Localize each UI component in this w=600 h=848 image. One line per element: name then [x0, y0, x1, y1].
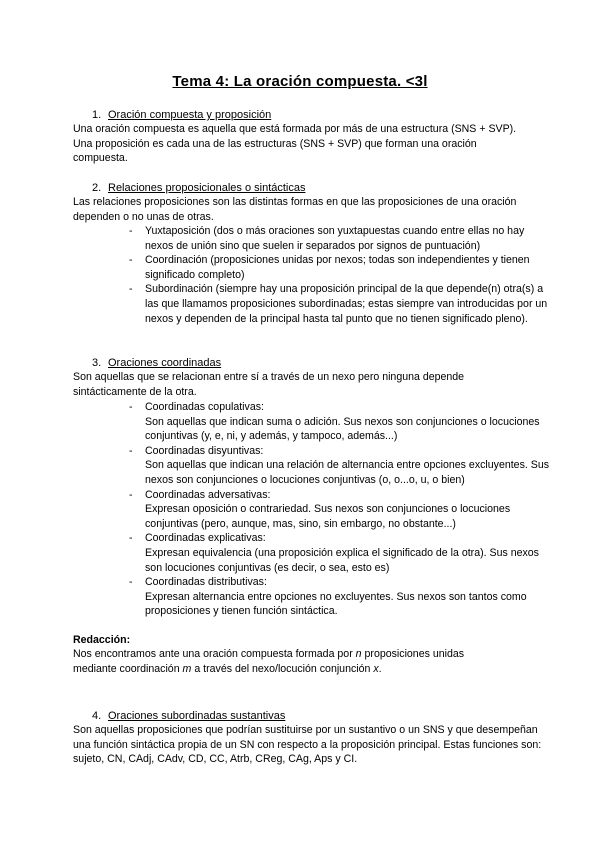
redaccion-line-1 — [73, 647, 533, 662]
redaccion-text-part: mediante coordinación — [73, 662, 183, 675]
list-item: - Coordinadas disyuntivas: Son aquellas que indican una relación de alternancia entre opciones excluyentes. Sus nexos son conjunciones o locuciones conjuntivas (o, o...o, u, o bien) — [129, 444, 550, 486]
section-title: Oraciones subordinadas sustantivas — [108, 710, 286, 722]
redaccion-text-part: a través del nexo/locución conjunción — [191, 662, 374, 675]
section-1-heading — [92, 108, 271, 122]
list-item-desc: Son aquellas que indican una relación de alternancia entre opciones excluyentes. Sus nexos son conjunciones o locuciones conjuntivas (o, o...o, u, o bien) — [145, 459, 550, 486]
section-title: Oraciones coordinadas — [108, 357, 222, 369]
section-number: 4. — [92, 710, 102, 722]
redaccion-text-part: proposiciones unidas — [361, 648, 465, 660]
list-item: - Subordinación (siempre hay una proposición principal de la que depende(n) otra(s) a las que llamamos proposiciones subordinadas; estas siempre van introducidas por un nexos y dependen de la principal hasta tal punto que no tienen significado pleno). — [129, 283, 548, 325]
section-3-list — [129, 400, 549, 619]
list-item-desc: Expresan alternancia entre opciones no excluyentes. Sus nexos son tantos como proposiciones y tienen función sintáctica. — [145, 590, 527, 618]
list-item-label: Coordinadas distributivas: — [145, 576, 267, 589]
section-title: Oración compuesta y proposición — [108, 109, 272, 121]
redaccion-line-2 — [73, 662, 533, 677]
redaccion-text — [73, 647, 533, 676]
list-item: - Coordinadas explicativas: Expresan equivalencia (una proposición explica el significado de la otra). Sus nexos son locuciones conjuntivas (es decir, o sea, esto es) — [129, 531, 549, 575]
list-item-text: Yuxtaposición (dos o más oraciones son yuxtapuestas cuando entre ellas no hay nexos de unión sino que suelen ir separados por signos de puntuación) — [145, 225, 525, 252]
section-title: Relaciones proposicionales o sintácticas — [108, 182, 306, 194]
section-3-paragraph: Son aquellas que se relacionan entre sí a través de un nexo pero ninguna depende sintácticamente de la otra. — [73, 371, 465, 398]
document-title: Tema 4: La oración compuesta. <3l — [172, 73, 428, 90]
section-4-heading — [92, 709, 285, 723]
redaccion-variable-m: m — [182, 662, 192, 675]
redaccion-variable-x: x — [373, 662, 379, 675]
redaccion-variable-n: n — [355, 648, 362, 660]
list-item-desc: Son aquellas que indican suma o adición. Sus nexos son conjunciones o locuciones conjuntivas (y, e, ni, y además, y tampoco, además...) — [145, 415, 540, 443]
redaccion-heading: Redacción: — [73, 634, 131, 646]
list-item-label: Coordinadas copulativas: — [145, 401, 264, 413]
list-item: - Yuxtaposición (dos o más oraciones son yuxtapuestas cuando entre ellas no hay nexos de unión sino que suelen ir separados por signos de puntuación) — [129, 225, 525, 252]
section-2-heading — [92, 181, 306, 195]
redaccion-text-part: . — [378, 662, 382, 675]
list-item: - Coordinadas adversativas: Expresan oposición o contrariedad. Sus nexos son conjunciones o locuciones conjuntivas (pero, aunque, mas, sino, sin embargo, no obstante...) — [129, 488, 549, 532]
list-item-label: Coordinadas adversativas: — [145, 488, 271, 501]
list-item-label: Coordinadas explicativas: — [145, 532, 266, 545]
list-item-desc: Expresan equivalencia (una proposición explica el significado de la otra). Sus nexos son locuciones conjuntivas (es decir, o sea, esto es) — [145, 546, 539, 574]
section-2-list — [129, 224, 549, 326]
list-item: - Coordinadas distributivas: Expresan alternancia entre opciones no excluyentes. Sus nexos son tantos como proposiciones y tienen función sintáctica. — [129, 575, 549, 619]
list-item-text: Subordinación (siempre hay una proposición principal de la que depende(n) otra(s) a las que llamamos proposiciones subordinadas; estas siempre van introducidas por un nexos y dependen de la principal hasta tal punto que no tienen significado pleno). — [145, 283, 548, 325]
section-2-paragraph: Las relaciones proposiciones son las distintas formas en que las proposiciones de una oración dependen o no unas de otras. — [73, 196, 517, 223]
section-number: 2. — [92, 182, 102, 194]
list-item: - Coordinadas copulativas: Son aquellas que indican suma o adición. Sus nexos son conjunciones o locuciones conjuntivas (y, e, ni, y además, y tampoco, además...) — [129, 400, 549, 444]
section-number: 1. — [92, 109, 102, 121]
section-4-paragraph: Son aquellas proposiciones que podrían sustituirse por un sustantivo o un SNS y que desempeñan una función sintáctica propia de un SN con respecto a la proposición principal. Estas funciones son: sujeto, CN, CAdj, CAdv, CD, CC, Atrb, CReg, CAg, Aps y CI. — [73, 724, 542, 766]
section-3-heading — [92, 356, 221, 370]
list-item: - Coordinación (proposiciones unidas por nexos; todas son independientes y tienen significado completo) — [129, 254, 530, 281]
list-item-desc: Expresan oposición o contrariedad. Sus nexos son conjunciones o locuciones conjuntivas (pero, aunque, mas, sino, sin embargo, no obstante...) — [145, 503, 511, 530]
list-item-text: Coordinación (proposiciones unidas por nexos; todas son independientes y tienen significado completo) — [145, 254, 530, 281]
section-number: 3. — [92, 357, 102, 369]
redaccion-text-part: Nos encontramos ante una oración compuesta formada por — [73, 648, 356, 660]
list-item-label: Coordinadas disyuntivas: — [145, 444, 264, 457]
section-1-paragraph: Una oración compuesta es aquella que está formada por más de una estructura (SNS + SVP). Una proposición es cada una de las estructuras (SNS + SVP) que forman una oración compuesta. — [73, 123, 517, 165]
